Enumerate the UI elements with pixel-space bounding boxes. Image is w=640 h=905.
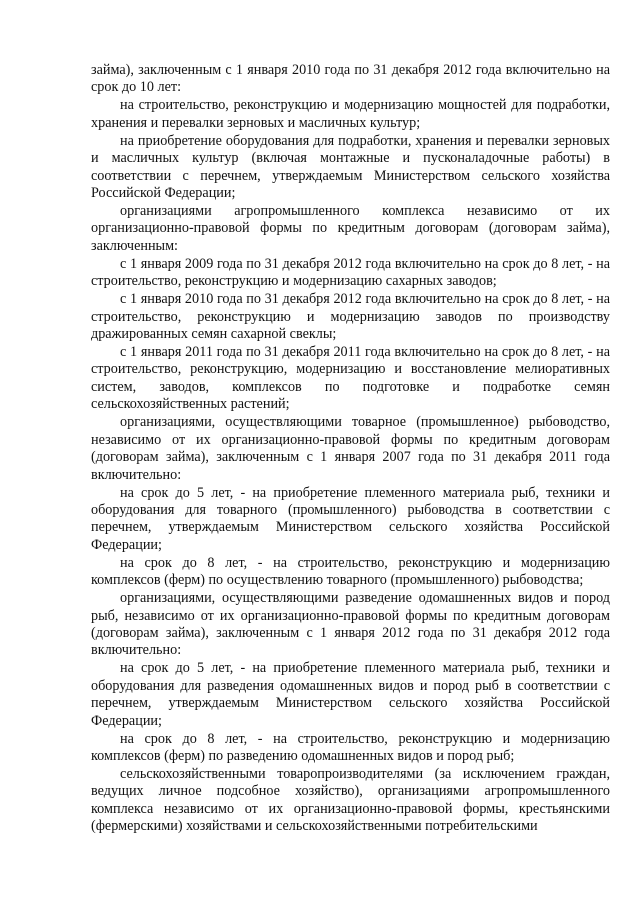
paragraph: организациями агропромышленного комплекса независимо от их организационно-правовой формы по кредитным договорам (договорам займа), заключенным:: [91, 203, 610, 254]
paragraph: сельскохозяйственными товаропроизводителями (за исключением граждан, ведущих личное подсобное хозяйство), организациями агропромышленного комплекса независимо от их организационно-правовой формы, крестьянскими (фермерскими) хозяйствами и сельскохозяйственными потребительскими: [91, 765, 610, 835]
paragraph: организациями, осуществляющими разведение одомашненных видов и пород рыб, независимо от их организационно-правовой формы по кредитным договорам (договорам займа), заключенным с 1 января 2012 года по 31 декабря 2012 года включительно:: [91, 590, 610, 659]
paragraph: на срок до 8 лет, - на строительство, реконструкцию и модернизацию комплексов (ферм) по осуществлению товарного (промышленного) рыбоводства;: [91, 554, 610, 589]
paragraph: на срок до 5 лет, - на приобретение племенного материала рыб, техники и оборудования для товарного (промышленного) рыбоводства в соответствии с перечнем, утверждаемым Министерством сельского хозяйства Российской Федерации;: [91, 484, 610, 553]
paragraph: с 1 января 2009 года по 31 декабря 2012 года включительно на срок до 8 лет, - на строительство, реконструкцию и модернизацию сахарных заводов;: [91, 255, 610, 290]
paragraph: на срок до 8 лет, - на строительство, реконструкцию и модернизацию комплексов (ферм) по разведению одомашненных видов и пород рыб;: [91, 730, 610, 764]
document-page: [91, 62, 610, 836]
paragraph: на строительство, реконструкцию и модернизацию мощностей для подработки, хранения и перевалки зерновых и масличных культур;: [91, 97, 610, 131]
paragraph: на приобретение оборудования для подработки, хранения и перевалки зерновых и масличных культур (включая монтажные и пусконаладочные работы) в соответствии с перечнем, утверждаемым Министерством сельского хозяйства Российской Федерации;: [91, 132, 610, 202]
paragraph: займа), заключенным с 1 января 2010 года по 31 декабря 2012 года включительно на срок до 10 лет:: [91, 62, 610, 96]
paragraph: организациями, осуществляющими товарное (промышленное) рыбоводство, независимо от их организационно-правовой формы по кредитным договорам (договорам займа), заключенным с 1 января 2007 года по 31 декабря 2011 года включительно:: [91, 414, 610, 483]
paragraph: с 1 января 2011 года по 31 декабря 2011 года включительно на срок до 8 лет, - на строительство, реконструкцию, модернизацию и восстановление мелиоративных систем, заводов, комплексов по подготовке и подработке семян сельскохозяйственных растений;: [91, 344, 610, 413]
paragraph: на срок до 5 лет, - на приобретение племенного материала рыб, техники и оборудования для разведения одомашненных видов и пород рыб в соответствии с перечнем, утверждаемым Министерством сельского хозяйства Российской Федерации;: [91, 660, 610, 729]
paragraph: с 1 января 2010 года по 31 декабря 2012 года включительно на срок до 8 лет, - на строительство, реконструкцию и модернизацию заводов по производству дражированных семян сахарной свеклы;: [91, 291, 610, 343]
